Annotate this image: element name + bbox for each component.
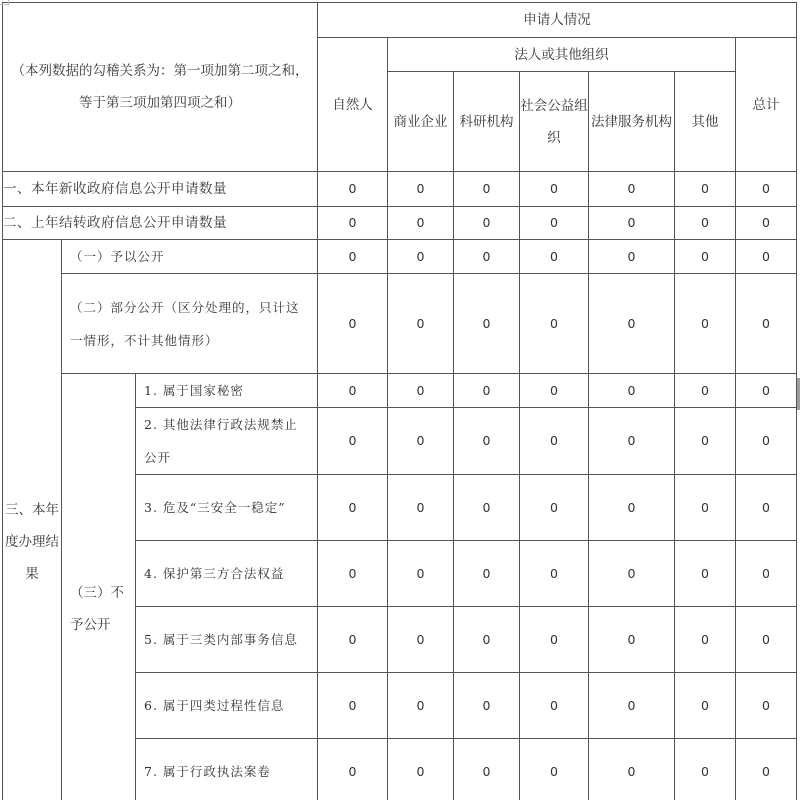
row-label: （一）予以公开 xyxy=(62,240,318,274)
value-cell: 0 xyxy=(675,207,736,240)
value-cell: 0 xyxy=(318,607,388,673)
value-cell: 0 xyxy=(736,475,797,541)
value-cell: 0 xyxy=(454,673,520,739)
corner-mark xyxy=(0,0,9,5)
value-cell: 0 xyxy=(454,240,520,274)
row-label: 2. 其他法律行政法规禁止公开 xyxy=(136,408,318,475)
table-row xyxy=(3,172,797,207)
value-cell: 0 xyxy=(736,274,797,374)
value-cell: 0 xyxy=(589,739,675,800)
value-cell: 0 xyxy=(675,607,736,673)
row-label: 3. 危及“三安全一稳定” xyxy=(136,475,318,541)
value-cell: 0 xyxy=(736,240,797,274)
row-label: 一、本年新收政府信息公开申请数量 xyxy=(3,172,318,207)
value-cell: 0 xyxy=(454,374,520,408)
value-cell: 0 xyxy=(675,541,736,607)
col-social-welfare: 社会公益组织 xyxy=(520,72,589,172)
section3-label: 三、本年度办理结果 xyxy=(3,240,62,800)
value-cell: 0 xyxy=(589,408,675,475)
value-cell: 0 xyxy=(454,172,520,207)
value-cell: 0 xyxy=(388,374,454,408)
value-cell: 0 xyxy=(388,541,454,607)
value-cell: 0 xyxy=(318,541,388,607)
value-cell: 0 xyxy=(318,673,388,739)
applicant-header: 申请人情况 xyxy=(318,3,797,38)
report-sheet xyxy=(2,0,798,800)
value-cell: 0 xyxy=(736,607,797,673)
value-cell: 0 xyxy=(318,172,388,207)
col-research: 科研机构 xyxy=(454,72,520,172)
value-cell: 0 xyxy=(388,408,454,475)
value-cell: 0 xyxy=(675,673,736,739)
table-row xyxy=(3,207,797,240)
value-cell: 0 xyxy=(675,240,736,274)
value-cell: 0 xyxy=(318,240,388,274)
value-cell: 0 xyxy=(520,172,589,207)
value-cell: 0 xyxy=(388,274,454,374)
value-cell: 0 xyxy=(454,541,520,607)
value-cell: 0 xyxy=(454,274,520,374)
row-label: 5. 属于三类内部事务信息 xyxy=(136,607,318,673)
value-cell: 0 xyxy=(736,739,797,800)
value-cell: 0 xyxy=(388,475,454,541)
col-legal-service: 法律服务机构 xyxy=(589,72,675,172)
col-other: 其他 xyxy=(675,72,736,172)
value-cell: 0 xyxy=(675,408,736,475)
row-label: 6. 属于四类过程性信息 xyxy=(136,673,318,739)
col-natural-person: 自然人 xyxy=(318,38,388,172)
value-cell: 0 xyxy=(736,207,797,240)
description-cell: （本列数据的勾稽关系为：第一项加第二项之和，等于第三项加第四项之和） xyxy=(3,3,318,172)
table-row xyxy=(3,274,797,374)
value-cell: 0 xyxy=(520,207,589,240)
value-cell: 0 xyxy=(675,475,736,541)
value-cell: 0 xyxy=(388,240,454,274)
value-cell: 0 xyxy=(388,739,454,800)
row-label: 7. 属于行政执法案卷 xyxy=(136,739,318,800)
value-cell: 0 xyxy=(520,475,589,541)
row-label: 4. 保护第三方合法权益 xyxy=(136,541,318,607)
value-cell: 0 xyxy=(318,408,388,475)
value-cell: 0 xyxy=(520,240,589,274)
value-cell: 0 xyxy=(589,374,675,408)
row-label: 二、上年结转政府信息公开申请数量 xyxy=(3,207,318,240)
value-cell: 0 xyxy=(318,207,388,240)
value-cell: 0 xyxy=(454,739,520,800)
value-cell: 0 xyxy=(736,172,797,207)
value-cell: 0 xyxy=(388,207,454,240)
row-label: 1. 属于国家秘密 xyxy=(136,374,318,408)
value-cell: 0 xyxy=(589,607,675,673)
value-cell: 0 xyxy=(520,673,589,739)
legal-group-header: 法人或其他组织 xyxy=(388,38,736,72)
value-cell: 0 xyxy=(589,240,675,274)
value-cell: 0 xyxy=(454,408,520,475)
value-cell: 0 xyxy=(736,374,797,408)
value-cell: 0 xyxy=(318,475,388,541)
value-cell: 0 xyxy=(589,673,675,739)
value-cell: 0 xyxy=(675,172,736,207)
row-label: （二）部分公开（区分处理的，只计这一情形，不计其他情形） xyxy=(62,274,318,374)
value-cell: 0 xyxy=(388,607,454,673)
value-cell: 0 xyxy=(736,408,797,475)
value-cell: 0 xyxy=(318,274,388,374)
value-cell: 0 xyxy=(675,739,736,800)
value-cell: 0 xyxy=(736,673,797,739)
value-cell: 0 xyxy=(318,739,388,800)
value-cell: 0 xyxy=(388,673,454,739)
value-cell: 0 xyxy=(736,541,797,607)
value-cell: 0 xyxy=(589,172,675,207)
value-cell: 0 xyxy=(589,475,675,541)
value-cell: 0 xyxy=(589,541,675,607)
value-cell: 0 xyxy=(454,607,520,673)
value-cell: 0 xyxy=(675,374,736,408)
value-cell: 0 xyxy=(520,374,589,408)
value-cell: 0 xyxy=(454,207,520,240)
value-cell: 0 xyxy=(675,274,736,374)
value-cell: 0 xyxy=(520,408,589,475)
value-cell: 0 xyxy=(520,739,589,800)
table-row xyxy=(3,240,797,274)
table-row xyxy=(3,374,797,408)
disclosure-statistics-table xyxy=(2,2,797,800)
value-cell: 0 xyxy=(318,374,388,408)
value-cell: 0 xyxy=(388,172,454,207)
bugongkai-label: （三）不予公开 xyxy=(62,374,136,800)
col-business: 商业企业 xyxy=(388,72,454,172)
value-cell: 0 xyxy=(454,475,520,541)
value-cell: 0 xyxy=(589,274,675,374)
value-cell: 0 xyxy=(520,541,589,607)
value-cell: 0 xyxy=(589,207,675,240)
value-cell: 0 xyxy=(520,607,589,673)
col-total: 总计 xyxy=(736,38,797,172)
value-cell: 0 xyxy=(520,274,589,374)
